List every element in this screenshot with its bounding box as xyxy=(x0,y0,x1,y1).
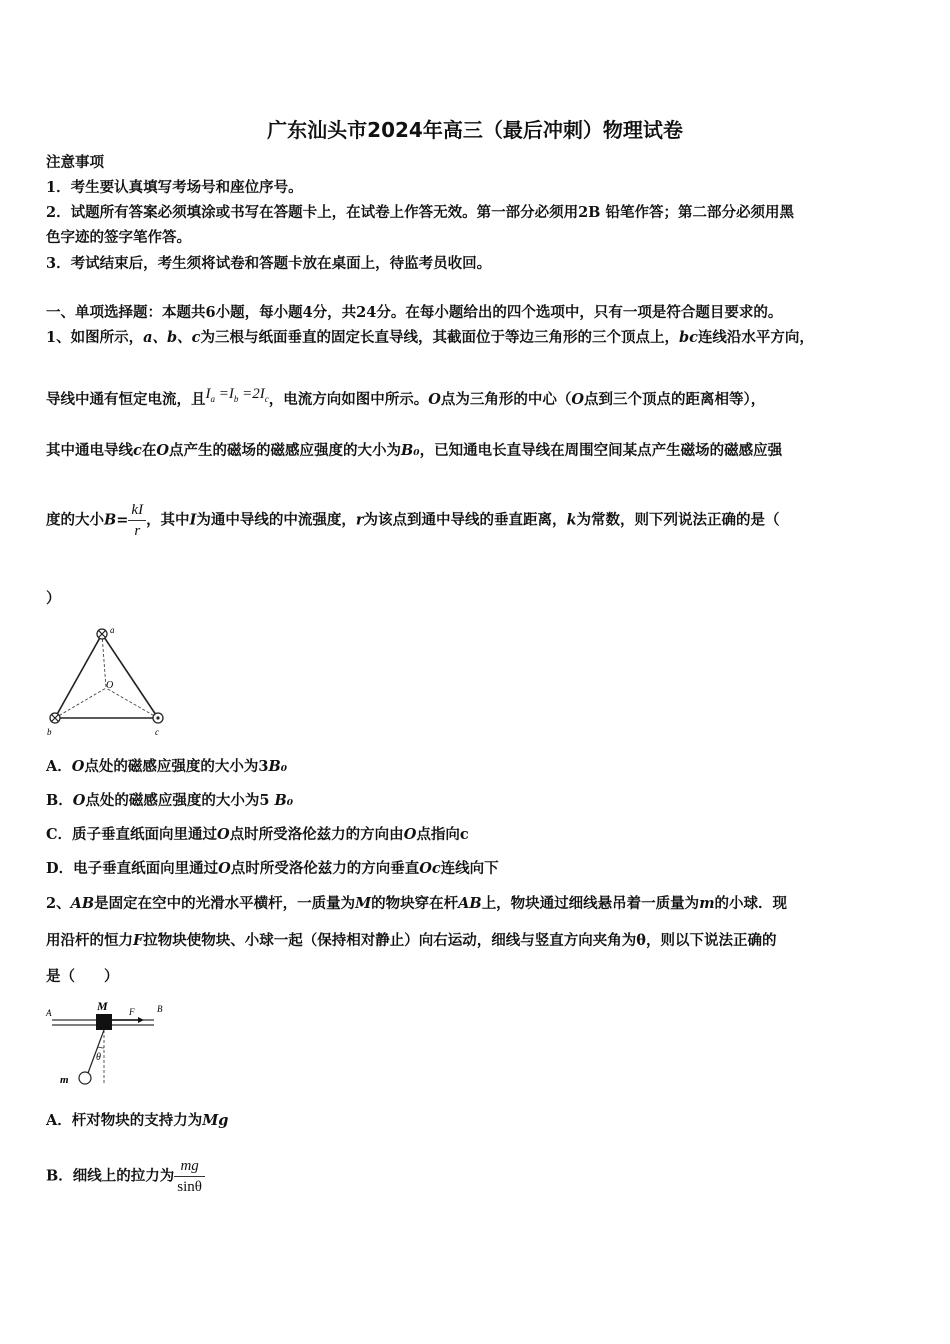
q1-var: B₀ xyxy=(268,758,288,775)
q1-text: 为常数，则下列说法正确的是（ xyxy=(576,511,780,529)
fraction-numerator: kI xyxy=(128,500,146,521)
q1-text: 其中通电导线 xyxy=(46,442,133,459)
q1-var: B₀ xyxy=(274,792,294,809)
fraction-denominator: sinθ xyxy=(177,1179,202,1195)
q2-line-1 xyxy=(46,892,787,913)
page-title: 广东汕头市2024年高三（最后冲刺）物理试卷 xyxy=(267,118,683,142)
q1-line-3 xyxy=(46,439,782,460)
label-c: c xyxy=(155,727,159,737)
option-text: B．细线上的拉力为 xyxy=(46,1167,175,1185)
q1-text: 点为三角形的中心（ xyxy=(440,391,572,408)
q1-var: O xyxy=(217,826,230,843)
ball-m xyxy=(79,1072,91,1084)
q1-text: 连线沿水平方向， xyxy=(697,329,814,346)
q1-var: O xyxy=(571,391,585,408)
q2-text: 用沿杆的恒力 xyxy=(46,932,133,949)
q1-text: 点到三个顶点的距离相等）， xyxy=(584,391,766,408)
option-label: A． xyxy=(46,758,72,775)
q2-line-2 xyxy=(46,929,776,950)
q1-text: 1、如图所示， xyxy=(46,329,144,346)
q1-line-2 xyxy=(46,388,765,410)
q2-text: 的物块穿在杆 xyxy=(371,895,459,912)
label-o: O xyxy=(106,680,114,691)
q2-var: F xyxy=(133,932,144,949)
label-b: b xyxy=(47,727,52,737)
q2-text: 是固定在空中的光滑水平横杆，一质量为 xyxy=(94,895,356,912)
notice-item-3: 3．考试结束后，考生须将试卷和答题卡放在桌面上，待监考员收回。 xyxy=(46,255,492,272)
q1-line-5: ） xyxy=(46,590,61,607)
option-text: 点指向c xyxy=(416,826,469,843)
q2-var: m xyxy=(699,895,715,912)
q1-var: O xyxy=(72,792,86,809)
q1-option-a xyxy=(46,755,287,776)
label-theta: θ xyxy=(96,1052,101,1063)
q1-var: B₀ xyxy=(400,442,420,459)
notice-item-2-cont: 色字迹的签字笔作答。 xyxy=(46,229,191,246)
field-fraction xyxy=(128,500,146,541)
section-heading: 一、单项选择题：本题共6小题，每小题4分，共24分。在每小题给出的四个选项中，只有一项是符合题目要求的。 xyxy=(46,304,783,321)
q2-text: 的小球．现 xyxy=(714,895,788,912)
q1-line-1 xyxy=(46,326,814,347)
q2-option-b xyxy=(46,1156,205,1197)
q1-text: 为该点到通中导线的垂直距离， xyxy=(363,511,567,529)
q2-var: AB xyxy=(458,895,482,912)
q1-var: a、b、c xyxy=(143,329,201,346)
option-text: 点时所受洛伦兹力的方向由 xyxy=(229,826,404,843)
label-ball-m: m xyxy=(60,1074,69,1086)
notice-heading: 注意事项 xyxy=(46,154,104,171)
q1-line-4 xyxy=(46,500,780,541)
option-label: B． xyxy=(46,792,73,809)
q2-text: 2、 xyxy=(46,895,71,912)
q1-text: ，已知通电长直导线在周围空间某点产生磁场的磁感应强 xyxy=(419,442,783,459)
q1-text: 在 xyxy=(141,442,157,459)
q1-text: 点产生的磁场的磁感应强度的大小为 xyxy=(168,442,401,459)
q1-text: 导线中通有恒定电流，且 xyxy=(46,391,206,408)
q2-var: Mg xyxy=(202,1112,229,1129)
option-text: A．杆对物块的支持力为 xyxy=(46,1112,203,1129)
q1-option-d xyxy=(46,857,499,878)
notice-item-1: 1．考生要认真填写考场号和座位序号。 xyxy=(46,179,303,196)
option-text: 点处的磁感应强度的大小为5 xyxy=(85,792,275,809)
q1-var: Oc xyxy=(419,860,441,877)
fraction-numerator: mg xyxy=(174,1156,205,1177)
q2-line-3: 是（ ） xyxy=(46,968,119,985)
q2-text: 拉物块使物块、小球一起（保持相对静止）向右运动，细线与竖直方向夹角为θ，则以下说法正确的 xyxy=(143,932,777,949)
q1-text: ，其中 xyxy=(146,511,190,529)
q1-text: 度的大小 xyxy=(46,511,104,529)
q1-text: 为通中导线的中流强度， xyxy=(196,511,356,529)
q2-var: M xyxy=(355,895,372,912)
q1-text: 为三根与纸面垂直的固定长直导线，其截面位于等边三角形的三个顶点上， xyxy=(200,329,679,346)
block-m xyxy=(96,1014,112,1030)
q1-option-c xyxy=(46,823,469,844)
label-rod-a: A xyxy=(46,1008,52,1018)
triangle-edge-ab xyxy=(55,634,102,718)
option-text: 点时所受洛伦兹力的方向垂直 xyxy=(230,860,420,877)
q1-var: k xyxy=(566,511,577,529)
label-rod-b: B xyxy=(157,1004,163,1014)
q1-option-b xyxy=(46,789,293,810)
q1-var: r xyxy=(355,511,364,529)
current-formula: $I_a =I_b =2I_c$ xyxy=(205,386,269,404)
q1-var: O xyxy=(156,442,169,459)
tension-fraction xyxy=(174,1156,205,1197)
rod-pendulum-figure xyxy=(44,996,174,1091)
option-text: D．电子垂直纸面向里通过 xyxy=(46,860,219,877)
q2-var: AB xyxy=(70,895,95,912)
q1-var: O xyxy=(71,758,85,775)
q1-var: c xyxy=(133,442,142,459)
option-text: 点处的磁感应强度的大小为3 xyxy=(84,758,269,775)
triangle-edge-ac xyxy=(102,634,158,718)
q1-var: bc xyxy=(678,329,698,346)
triangle-wires-figure xyxy=(44,624,174,739)
option-text: 连线向下 xyxy=(440,860,499,877)
q1-var: O xyxy=(403,826,417,843)
q1-var: B= xyxy=(104,511,129,529)
q1-var: I xyxy=(189,511,197,529)
label-force-f: F xyxy=(129,1007,135,1017)
label-a: a xyxy=(110,625,115,635)
fraction-denominator: r xyxy=(134,523,141,539)
q2-text: 上，物块通过细线悬吊着一质量为 xyxy=(481,895,700,912)
q2-option-a xyxy=(46,1109,228,1130)
notice-item-2: 2．试题所有答案必须填涂或书写在答题卡上，在试卷上作答无效。第一部分必须用2B 铅笔作答；第二部分必须用黑 xyxy=(46,204,794,221)
q1-text: ，电流方向如图中所示。 xyxy=(268,391,429,408)
q1-var: O xyxy=(218,860,231,877)
label-block-m: M xyxy=(97,999,108,1013)
q1-var: O xyxy=(428,391,441,408)
option-text: C．质子垂直纸面向里通过 xyxy=(46,826,218,843)
median-c xyxy=(106,688,158,718)
